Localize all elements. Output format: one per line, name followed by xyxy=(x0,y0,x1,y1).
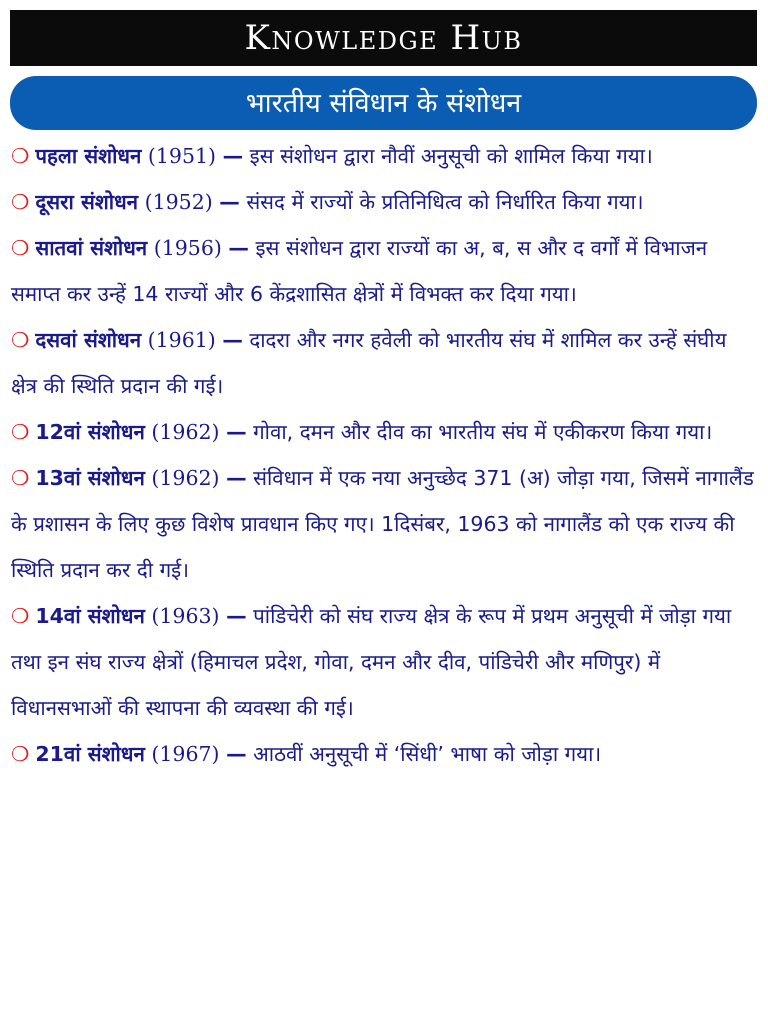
circle-bullet-icon: ❍ xyxy=(11,604,30,628)
list-item xyxy=(11,455,757,593)
amendment-description: इस संशोधन द्वारा राज्यों का अ, ब, स और द वर्गों में विभाजन समाप्त कर उन्हें 14 राज्यों और 6 केंद्रशासित क्षेत्रों में विभक्त कर दिया गया। xyxy=(11,236,708,306)
amendment-year: (1951) xyxy=(147,144,217,168)
em-dash: — xyxy=(226,466,247,490)
section-title: भारतीय संविधान के संशोधन xyxy=(245,87,522,119)
amendment-year: (1962) xyxy=(151,420,220,444)
amendment-description: संविधान में एक नया अनुच्छेद 371 (अ) जोड़ा गया, जिसमें नागालैंड के प्रशासन के लिए कुछ विशेष प्रावधान किए गए। 1दिसंबर, 1963 को नागालैंड को एक राज्य की स्थिति प्रदान कर दी गई। xyxy=(11,466,754,582)
circle-bullet-icon: ❍ xyxy=(11,144,30,168)
amendment-year: (1962) xyxy=(151,466,220,490)
circle-bullet-icon: ❍ xyxy=(11,466,30,490)
amendment-year: (1967) xyxy=(151,742,220,766)
list-item xyxy=(11,317,757,409)
em-dash: — xyxy=(226,420,247,444)
amendment-description: दादरा और नगर हवेली को भारतीय संघ में शामिल कर उन्हें संघीय क्षेत्र की स्थिति प्रदान की गई। xyxy=(11,328,727,398)
em-dash: — xyxy=(226,742,247,766)
list-item xyxy=(11,593,757,731)
amendment-year: (1963) xyxy=(151,604,220,628)
amendment-name: 21वां संशोधन xyxy=(35,742,145,766)
section-banner xyxy=(10,76,757,130)
circle-bullet-icon: ❍ xyxy=(11,236,30,260)
em-dash: — xyxy=(222,328,243,352)
em-dash: — xyxy=(222,144,244,168)
circle-bullet-icon: ❍ xyxy=(11,328,30,352)
amendment-description: संसद में राज्यों के प्रतिनिधित्व को निर्धारित किया गया। xyxy=(246,190,644,214)
amendment-name: दसवां संशोधन xyxy=(35,328,142,352)
amendment-description: इस संशोधन द्वारा नौवीं अनुसूची को शामिल किया गया। xyxy=(249,144,653,168)
circle-bullet-icon: ❍ xyxy=(11,742,30,766)
amendment-name: 14वां संशोधन xyxy=(35,604,145,628)
em-dash: — xyxy=(228,236,249,260)
amendment-year: (1956) xyxy=(153,236,222,260)
amendment-name: 13वां संशोधन xyxy=(35,466,145,490)
list-item xyxy=(11,179,757,225)
amendment-year: (1961) xyxy=(147,328,216,352)
amendment-name: सातवां संशोधन xyxy=(35,236,148,260)
amendment-name: पहला संशोधन xyxy=(35,144,142,168)
list-item xyxy=(11,409,757,455)
circle-bullet-icon: ❍ xyxy=(11,420,30,444)
em-dash: — xyxy=(219,190,240,214)
amendment-description: गोवा, दमन और दीव का भारतीय संघ में एकीकरण किया गया। xyxy=(253,420,713,444)
page-header xyxy=(10,10,757,66)
list-item xyxy=(11,133,757,179)
amendment-list xyxy=(11,133,757,777)
amendment-name: 12वां संशोधन xyxy=(35,420,145,444)
list-item xyxy=(11,225,757,317)
page-title: Knowledge Hub xyxy=(244,18,523,58)
circle-bullet-icon: ❍ xyxy=(11,190,30,214)
list-item xyxy=(11,731,757,777)
amendment-description: आठवीं अनुसूची में ‘सिंधी’ भाषा को जोड़ा गया। xyxy=(253,742,602,766)
amendment-description: पांडिचेरी को संघ राज्य क्षेत्र के रूप में प्रथम अनुसूची में जोड़ा गया तथा इन संघ राज्य क्षेत्रों (हिमाचल प्रदेश, गोवा, दमन और दीव, पांडिचेरी और मणिपुर) में विधानसभाओं की स्थापना की व्यवस्था की गई। xyxy=(11,604,732,720)
amendment-name: दूसरा संशोधन xyxy=(35,190,139,214)
amendment-year: (1952) xyxy=(144,190,213,214)
em-dash: — xyxy=(226,604,247,628)
